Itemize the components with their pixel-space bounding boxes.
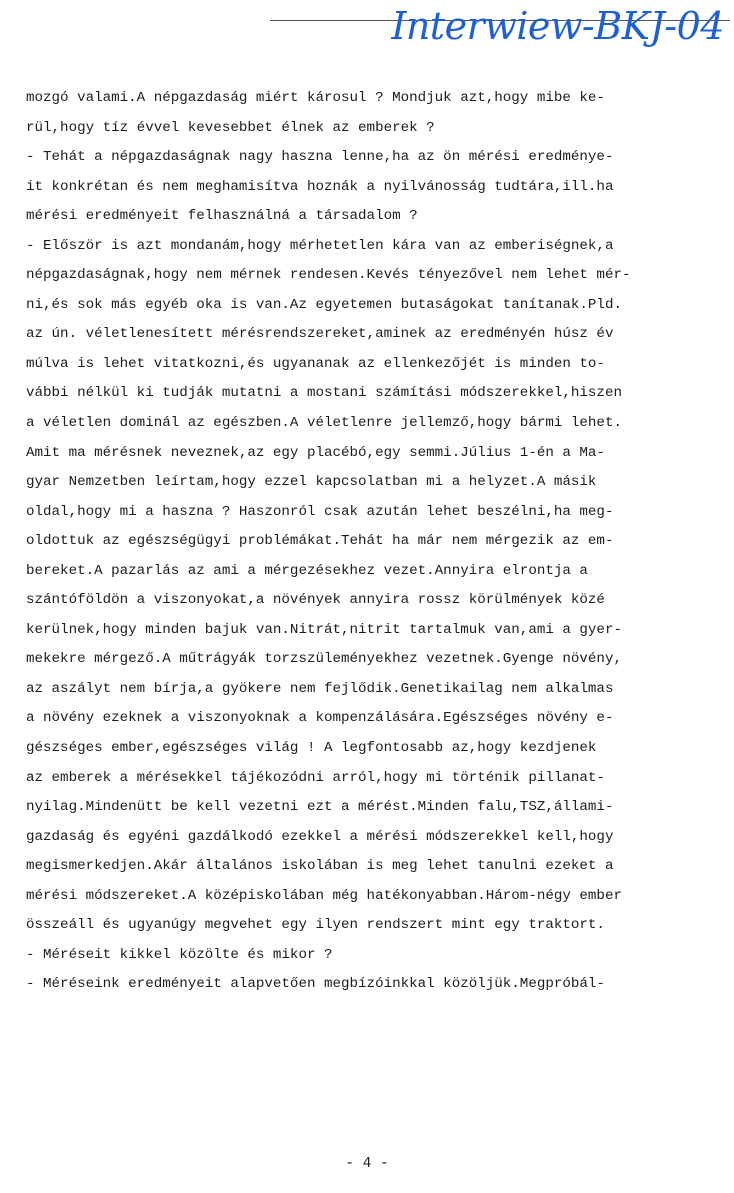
text-line: a véletlen dominál az egészben.A véletlenre jellemző,hogy bármi lehet. <box>26 415 622 432</box>
text-line: gazdaság és egyéni gazdálkodó ezekkel a mérési módszerekkel kell,hogy <box>26 828 614 845</box>
text-line: Amit ma mérésnek neveznek,az egy placébó,egy semmi.Július 1-én a Ma- <box>26 444 605 461</box>
text-line: oldottuk az egészségügyi problémákat.Tehát ha már nem mérgezik az em- <box>26 533 614 550</box>
text-line: rül,hogy tíz évvel kevesebbet élnek az emberek ? <box>26 119 435 136</box>
page-header <box>0 0 734 60</box>
typewritten-body <box>26 84 726 1000</box>
text-line: nyilag.Mindenütt be kell vezetni ezt a mérést.Minden falu,TSZ,állami- <box>26 799 614 816</box>
text-line: szántóföldön a viszonyokat,a növények annyira rossz körülmények közé <box>26 592 605 609</box>
text-line: népgazdaságnak,hogy nem mérnek rendesen.Kevés tényezővel nem lehet mér- <box>26 267 631 284</box>
text-line: gészséges ember,egészséges világ ! A legfontosabb az,hogy kezdjenek <box>26 740 597 757</box>
text-line: az ún. véletlenesített mérésrendszereket,aminek az eredményén húsz év <box>26 326 614 343</box>
text-line: megismerkedjen.Akár általános iskolában is meg lehet tanulni ezeket a <box>26 858 614 875</box>
document-title: Interwiew-BKJ-04 <box>391 4 724 48</box>
text-line: mekekre mérgező.A műtrágyák torzszüleményekhez vezetnek.Gyenge növény, <box>26 651 622 668</box>
page-number: - 4 - <box>345 1156 389 1172</box>
text-line: az emberek a mérésekkel tájékozódni arról,hogy mi történik pillanat- <box>26 769 605 786</box>
text-line: it konkrétan és nem meghamisítva hoznák a nyilvánosság tudtára,ill.ha <box>26 178 614 195</box>
text-line: a növény ezeknek a viszonyoknak a kompenzálására.Egészséges növény e- <box>26 710 614 727</box>
text-line: múlva is lehet vitatkozni,és ugyananak az ellenkezőjét is minden to- <box>26 355 605 372</box>
text-line: - Tehát a népgazdaságnak nagy haszna lenne,ha az ön mérési eredménye- <box>26 149 614 166</box>
text-line: kerülnek,hogy minden bajuk van.Nitrát,nitrit tartalmuk van,ami a gyer- <box>26 621 622 638</box>
text-line: gyar Nemzetben leírtam,hogy ezzel kapcsolatban mi a helyzet.A másik <box>26 474 597 491</box>
text-line: az aszályt nem bírja,a gyökere nem fejlődik.Genetikailag nem alkalmas <box>26 680 614 697</box>
text-line: vábbi nélkül ki tudják mutatni a mostani számítási módszerekkel,hiszen <box>26 385 622 402</box>
text-line: mozgó valami.A népgazdaság miért károsul ? Mondjuk azt,hogy mibe ke- <box>26 90 605 106</box>
text-line: - Először is azt mondanám,hogy mérhetetlen kára van az emberiségnek,a <box>26 237 614 254</box>
text-line: - Méréseit kikkel közölte és mikor ? <box>26 946 333 963</box>
text-line: ni,és sok más egyéb oka is van.Az egyetemen butaságokat tanítanak.Pld. <box>26 296 622 313</box>
text-line: mérési módszereket.A középiskolában még hatékonyabban.Három-négy ember <box>26 887 622 904</box>
text-line: bereket.A pazarlás az ami a mérgezésekhez vezet.Annyira elrontja a <box>26 562 588 579</box>
text-line: mérési eredményeit felhasználná a társadalom ? <box>26 208 418 225</box>
text-line: - Méréseink eredményeit alapvetően megbízóinkkal közöljük.Megpróbál- <box>26 976 605 993</box>
text-line: összeáll és ugyanúgy megvehet egy ilyen rendszert mint egy traktort. <box>26 917 605 934</box>
text-line: oldal,hogy mi a haszna ? Haszonról csak azután lehet beszélni,ha meg- <box>26 503 614 520</box>
